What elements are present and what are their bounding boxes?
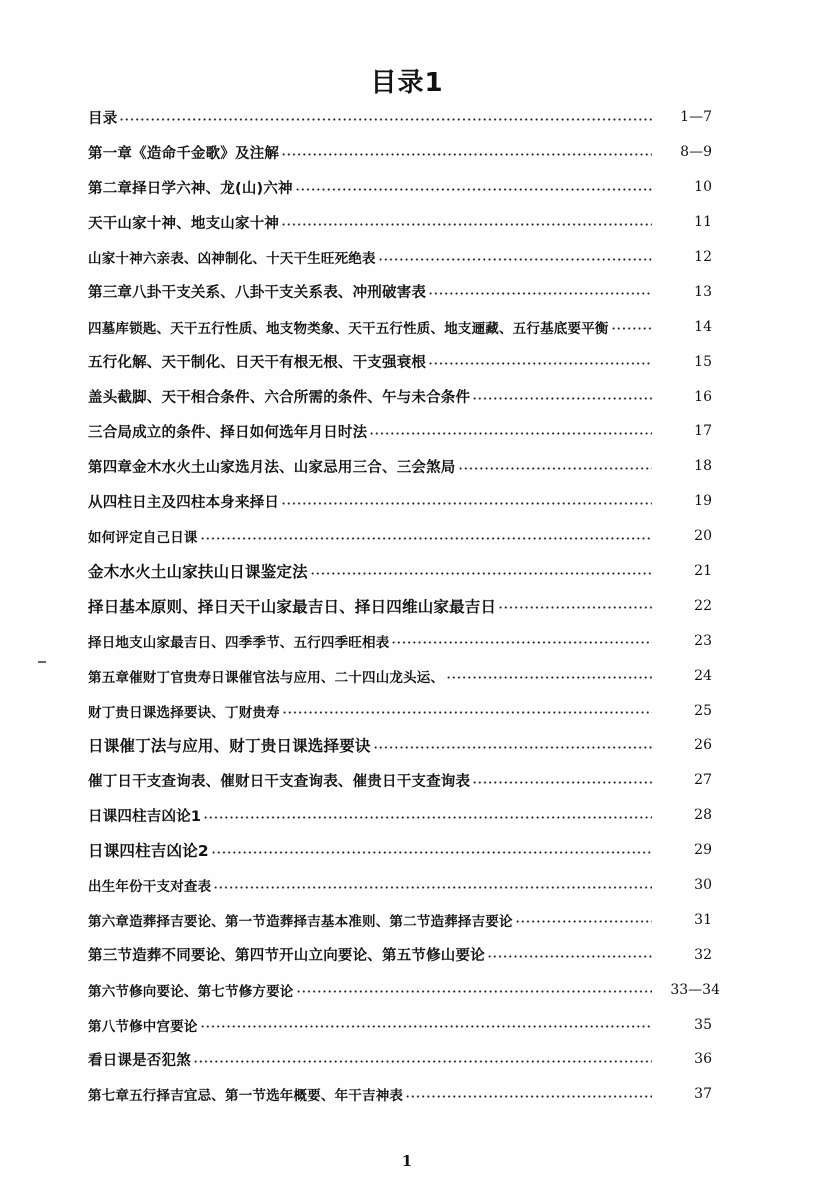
toc-entry-text: 择日基本原则、择日天干山家最吉日、择日四维山家最吉日 [88, 597, 497, 616]
dot-leader [119, 118, 652, 121]
toc-entry-text: 盖头截脚、天干相合条件、六合所需的条件、午与未合条件 [88, 390, 471, 407]
toc-entry-page: 13 [694, 283, 712, 300]
toc-entry [88, 379, 720, 414]
toc-entry-text: 催丁日干支查询表、催财日干支查询表、催贵日干支查询表 [88, 773, 471, 790]
dot-leader [498, 606, 652, 609]
toc-entry-text: 第四章金木水火土山家选月法、山家忌用三合、三会煞局 [88, 459, 456, 476]
dot-leader [282, 711, 652, 714]
toc-entry [88, 693, 720, 728]
toc-entry-page: 22 [694, 597, 712, 614]
toc-entry-page: 12 [694, 249, 712, 265]
toc-entry-page: 17 [694, 423, 712, 440]
toc-entry-page: 15 [694, 353, 712, 370]
toc-entry [88, 798, 720, 833]
toc-entry-text: 如何评定自己日课 [88, 530, 198, 547]
toc-entry [88, 937, 720, 972]
toc-entry-page: 27 [694, 772, 712, 789]
dot-leader [211, 851, 652, 854]
toc-entry-text: 择日地支山家最吉日、四季季节、五行四季旺相表 [88, 634, 390, 651]
toc-entry [88, 414, 720, 449]
dot-leader [281, 223, 652, 226]
toc-entry-page: 29 [694, 842, 712, 859]
toc-entry [88, 484, 720, 519]
toc-entry-text: 从四柱日主及四柱本身来择日 [88, 494, 280, 511]
toc-entry [88, 170, 720, 205]
toc-entry [88, 449, 720, 484]
toc-entry [88, 902, 720, 937]
toc-entry [88, 100, 720, 135]
toc-entry-page: 20 [694, 528, 712, 545]
dot-leader [515, 920, 652, 923]
page-title: 目录1 [370, 68, 444, 98]
toc-entry [88, 309, 720, 344]
toc-entry [88, 623, 720, 658]
toc-entry-page: 23 [694, 632, 712, 649]
toc-entry-text: 日课四柱吉凶论1 [88, 808, 202, 825]
toc-entry-text: 第二章择日学六神、龙(山)六神 [88, 180, 293, 197]
dot-leader [310, 572, 652, 575]
toc-entry [88, 833, 720, 868]
toc-entry-text: 出生年份干支对查表 [88, 879, 212, 896]
toc-entry-text: 第一章《造命千金歌》及注解 [88, 145, 280, 162]
dot-leader [446, 676, 652, 679]
toc-entry-page: 24 [694, 667, 712, 684]
toc-entry [88, 728, 720, 763]
toc-entry-text: 第八节修中宫要论 [88, 1018, 198, 1035]
toc-entry-page: 19 [694, 493, 712, 510]
dot-leader [200, 1025, 652, 1028]
toc-entry-page: 16 [694, 388, 712, 405]
toc-entry-text: 四墓库锁匙、天干五行性质、地支物类象、天干五行性质、地支逦藏、五行基底要平衡 [88, 320, 609, 337]
toc-entry-page: 36 [694, 1051, 712, 1068]
toc-entry-page: 14 [694, 318, 712, 335]
toc-entry-page: 25 [694, 702, 712, 719]
dot-leader [281, 502, 652, 505]
toc-entry-text: 看日课是否犯煞 [88, 1052, 191, 1069]
toc-entry-page: 10 [694, 179, 712, 196]
toc-entry-text: 财丁贵日课选择要诀、丁财贵寿 [88, 704, 280, 721]
toc-entry [88, 519, 720, 554]
toc-entry [88, 763, 720, 798]
toc-entry-text: 第六章造葬择吉要论、第一节造葬择吉基本准则、第二节造葬择吉要论 [88, 913, 513, 930]
toc-entry-text: 五行化解、天干制化、日天干有根无根、干支强衰根 [88, 355, 427, 372]
dot-leader [611, 327, 652, 330]
toc-entry-page: 35 [694, 1016, 712, 1033]
toc-entry-page: 32 [694, 946, 712, 963]
dot-leader [391, 641, 652, 644]
toc-entry [88, 1042, 720, 1077]
toc-entry-page: 31 [694, 911, 712, 928]
toc-entry-page: 11 [694, 214, 712, 231]
dot-leader [295, 188, 652, 191]
dot-leader [281, 153, 652, 156]
dot-leader [428, 292, 652, 295]
toc-entry [88, 135, 720, 170]
toc-entry-text: 日课四柱吉凶论2 [88, 842, 209, 861]
toc-entry [88, 972, 720, 1007]
toc-entry-text: 第六节修向要论、第七节修方要论 [88, 983, 294, 1000]
toc-entry-page: 8—9 [680, 144, 712, 161]
toc-entry-text: 日课催丁法与应用、财丁贵日课选择要诀 [88, 737, 371, 756]
dot-leader [213, 886, 652, 889]
toc-entry-text: 第三节造葬不同要论、第四节开山立向要论、第五节修山要论 [88, 948, 485, 965]
toc-entry [88, 240, 720, 275]
toc-entry-text: 第三章八卦干支关系、八卦干支关系表、冲刑破害表 [88, 285, 427, 302]
toc-entry-text: 三合局成立的条件、择日如何选年月日时法 [88, 424, 368, 441]
toc-entry [88, 205, 720, 240]
toc-entry [88, 658, 720, 693]
dot-leader [296, 990, 653, 993]
toc-entry-text: 目录 [88, 110, 118, 127]
table-of-contents [88, 100, 720, 1112]
toc-entry [88, 1007, 720, 1042]
toc-entry-page: 1—7 [680, 109, 712, 126]
toc-entry-page: 18 [694, 458, 712, 475]
toc-entry-text: 第七章五行择吉宜忌、第一节选年概要、年干吉神表 [88, 1088, 404, 1105]
toc-entry-page: 28 [694, 807, 712, 824]
toc-entry [88, 344, 720, 379]
dot-leader [203, 816, 652, 819]
toc-entry-text: 金木水火土山家扶山日课鉴定法 [88, 563, 308, 582]
scan-speck [38, 661, 46, 663]
toc-entry-page: 26 [694, 737, 712, 754]
dot-leader [378, 258, 652, 261]
toc-entry [88, 274, 720, 309]
page-number: 1 [401, 1152, 413, 1170]
dot-leader [193, 1060, 652, 1063]
toc-entry [88, 1077, 720, 1112]
dot-leader [472, 781, 652, 784]
dot-leader [472, 397, 652, 400]
dot-leader [369, 432, 652, 435]
dot-leader [373, 746, 652, 749]
toc-entry-text: 山家十神六亲表、凶神制化、十天干生旺死绝表 [88, 251, 376, 267]
dot-leader [458, 467, 653, 470]
toc-entry-text: 第五章催财丁官贵寿日课催官法与应用、二十四山龙头运、 [88, 669, 445, 686]
dot-leader [200, 537, 652, 540]
toc-entry [88, 588, 720, 623]
dot-leader [487, 955, 652, 958]
toc-entry-page: 30 [694, 877, 712, 894]
toc-entry-page: 33—34 [670, 981, 720, 998]
dot-leader [428, 362, 652, 365]
toc-entry-page: 37 [694, 1086, 712, 1103]
toc-entry [88, 554, 720, 589]
toc-entry [88, 868, 720, 903]
toc-entry-page: 21 [694, 563, 712, 580]
toc-entry-text: 天干山家十神、地支山家十神 [88, 215, 280, 232]
dot-leader [405, 1095, 652, 1098]
